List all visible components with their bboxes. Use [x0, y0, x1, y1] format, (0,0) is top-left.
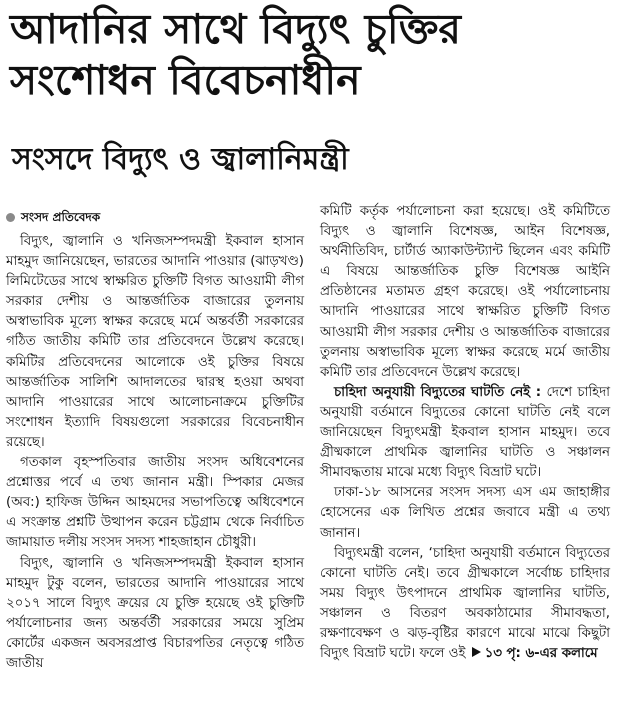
paragraph: বিদ্যুৎ, জ্বালানি ও খনিজসম্পদমন্ত্রী ইকবাল হাসান মাহমুদ জানিয়েছেন, ভারতের আদানি পাওয়ার (ঝাড়খণ্ড) লিমিটেডের সাথে স্বাক্ষরিত চুক্তিটি বিগত আওয়ামী লীগ সরকার দেশীয় ও আন্তর্জাতিক বাজারের তুলনায় অস্বাভাবিক মূল্যে স্বাক্ষর করেছে মর্মে অন্তর্বর্তী সরকারের গঠিত জাতীয় কমিটি তার প্রতিবেদনে উল্লেখ করেছে। কমিটির প্রতিবেদনের আলোকে ওই চুক্তির বিষয়ে আন্তর্জাতিক সালিশি আদালতের দ্বারস্থ হওয়া অথবা আদানি পাওয়ারের সাথে আলোচনাক্রমে চুক্তিটির সংশোধন ইত্যাদি বিষয়গুলো সরকারের বিবেচনাধীন রয়েছে।: [6, 234, 304, 450]
subsection-text: দেশে চাহিদা অনুযায়ী বর্তমানে বিদ্যুতের কোনো ঘাটতি নেই বলে জানিয়েছেন বিদ্যুৎমন্ত্রী ইকবাল হাসান মাহমুদ। তবে গ্রীষ্মকালে প্রাথমিক জ্বালানির ঘাটতি ও সঞ্চালন সীমাবদ্ধতায় মাঝে মধ্যে বিদ্যুৎ বিভ্রাট ঘটে।: [320, 384, 610, 481]
right-column: [320, 202, 610, 664]
paragraph: ঢাকা-১৮ আসনের সংসদ সদস্য এস এম জাহাঙ্গীর হোসেনের এক লিখিত প্রশ্নের জবাবে মন্ত্রী এ তথ্য জানান।: [320, 485, 610, 541]
paragraph: গতকাল বৃহস্পতিবার জাতীয় সংসদ অধিবেশনের প্রশ্নোত্তর পর্বে এ তথ্য জানান মন্ত্রী। স্পিকার মেজর (অব:) হাফিজ উদ্দিন আহমদের সভাপতিত্বে অধিবেশনে এ সংক্রান্ত প্রশ্নটি উত্থাপন করেন চট্টগ্রাম থেকে নির্বাচিত জামায়াত দলীয় সংসদ সদস্য শাহজাহান চৌধুরী।: [6, 455, 304, 551]
bullet-icon: [6, 213, 15, 222]
subsection-title: চাহিদা অনুযায়ী বিদ্যুতের ঘাটতি নেই :: [334, 384, 542, 400]
headline-line-1: আদানির সাথে বিদ্যুৎ চুক্তির: [10, 5, 461, 53]
paragraph-text: বিদ্যুৎমন্ত্রী বলেন, ‘চাহিদা অনুযায়ী বর্তমানে বিদ্যুতের কোনো ঘাটতি নেই। তবে গ্রীষ্মকালে সর্বোচ্চ চাহিদার সময় বিদ্যুৎ উৎপাদনে প্রাথমিক জ্বালানির ঘাটতি, সঞ্চালন ও বিতরণ অবকাঠামোর সীমাবদ্ধতা, রক্ষণাবেক্ষণ ও ঝড়-বৃষ্টির কারণে মাঝে মাঝে কিছুটা বিদ্যুৎ বিভ্রাট ঘটে। ফলে ওই: [320, 545, 610, 662]
byline: [6, 208, 304, 226]
arrow-right-icon: [472, 647, 481, 657]
headline-line-2: সংশোধন বিবেচনাধীন: [10, 56, 361, 104]
subheadline: সংসদে বিদ্যুৎ ও জ্বালানিমন্ত্রী: [12, 142, 349, 177]
continuation-text: ১৩ পৃ: ৬-এর কলামে: [484, 646, 598, 662]
continuation-marker: [470, 646, 598, 661]
paragraph: [320, 544, 610, 665]
left-column: [6, 206, 304, 674]
byline-text: সংসদ প্রতিবেদক: [21, 210, 101, 224]
paragraph: বিদ্যুৎ, জ্বালানি ও খনিজসম্পদমন্ত্রী ইকবাল হাসান মাহমুদ টুকু বলেন, ভারতের আদানি পাওয়ারের সাথে ২০১৭ সালে বিদ্যুৎ ক্রয়ের যে চুক্তি হয়েছে ওই চুক্তিটি পর্যালোচনার জন্য অন্তর্বর্তী সরকারের সময়ে সুপ্রিম কোর্টের একজন অবসরপ্রাপ্ত বিচারপতির নেতৃত্বে গঠিত জাতীয়: [6, 555, 304, 671]
paragraph: কমিটি কর্তৃক পর্যালোচনা করা হয়েছে। ওই কমিটিতে বিদ্যুৎ ও জ্বালানি বিশেষজ্ঞ, আইন বিশেষজ্ঞ, অর্থনীতিবিদ, চার্টার্ড অ্যাকাউন্ট্যান্ট ছিলেন এবং কমিটি এ বিষয়ে আন্তর্জাতিক চুক্তি বিশেষজ্ঞ আইনি প্রতিষ্ঠানের মতামত গ্রহণ করেছে। ওই পর্যালোচনায় আদানি পাওয়ারের সাথে স্বাক্ষরিত চুক্তিটি বিগত আওয়ামী লীগ সরকার দেশীয় ও আন্তর্জাতিক বাজারের তুলনায় অস্বাভাবিক মূল্যে স্বাক্ষর করেছে মর্মে জাতীয় কমিটি তার প্রতিবেদনে উল্লেখ করেছে।: [320, 204, 610, 380]
headline: [10, 4, 610, 106]
paragraph: [320, 383, 610, 483]
